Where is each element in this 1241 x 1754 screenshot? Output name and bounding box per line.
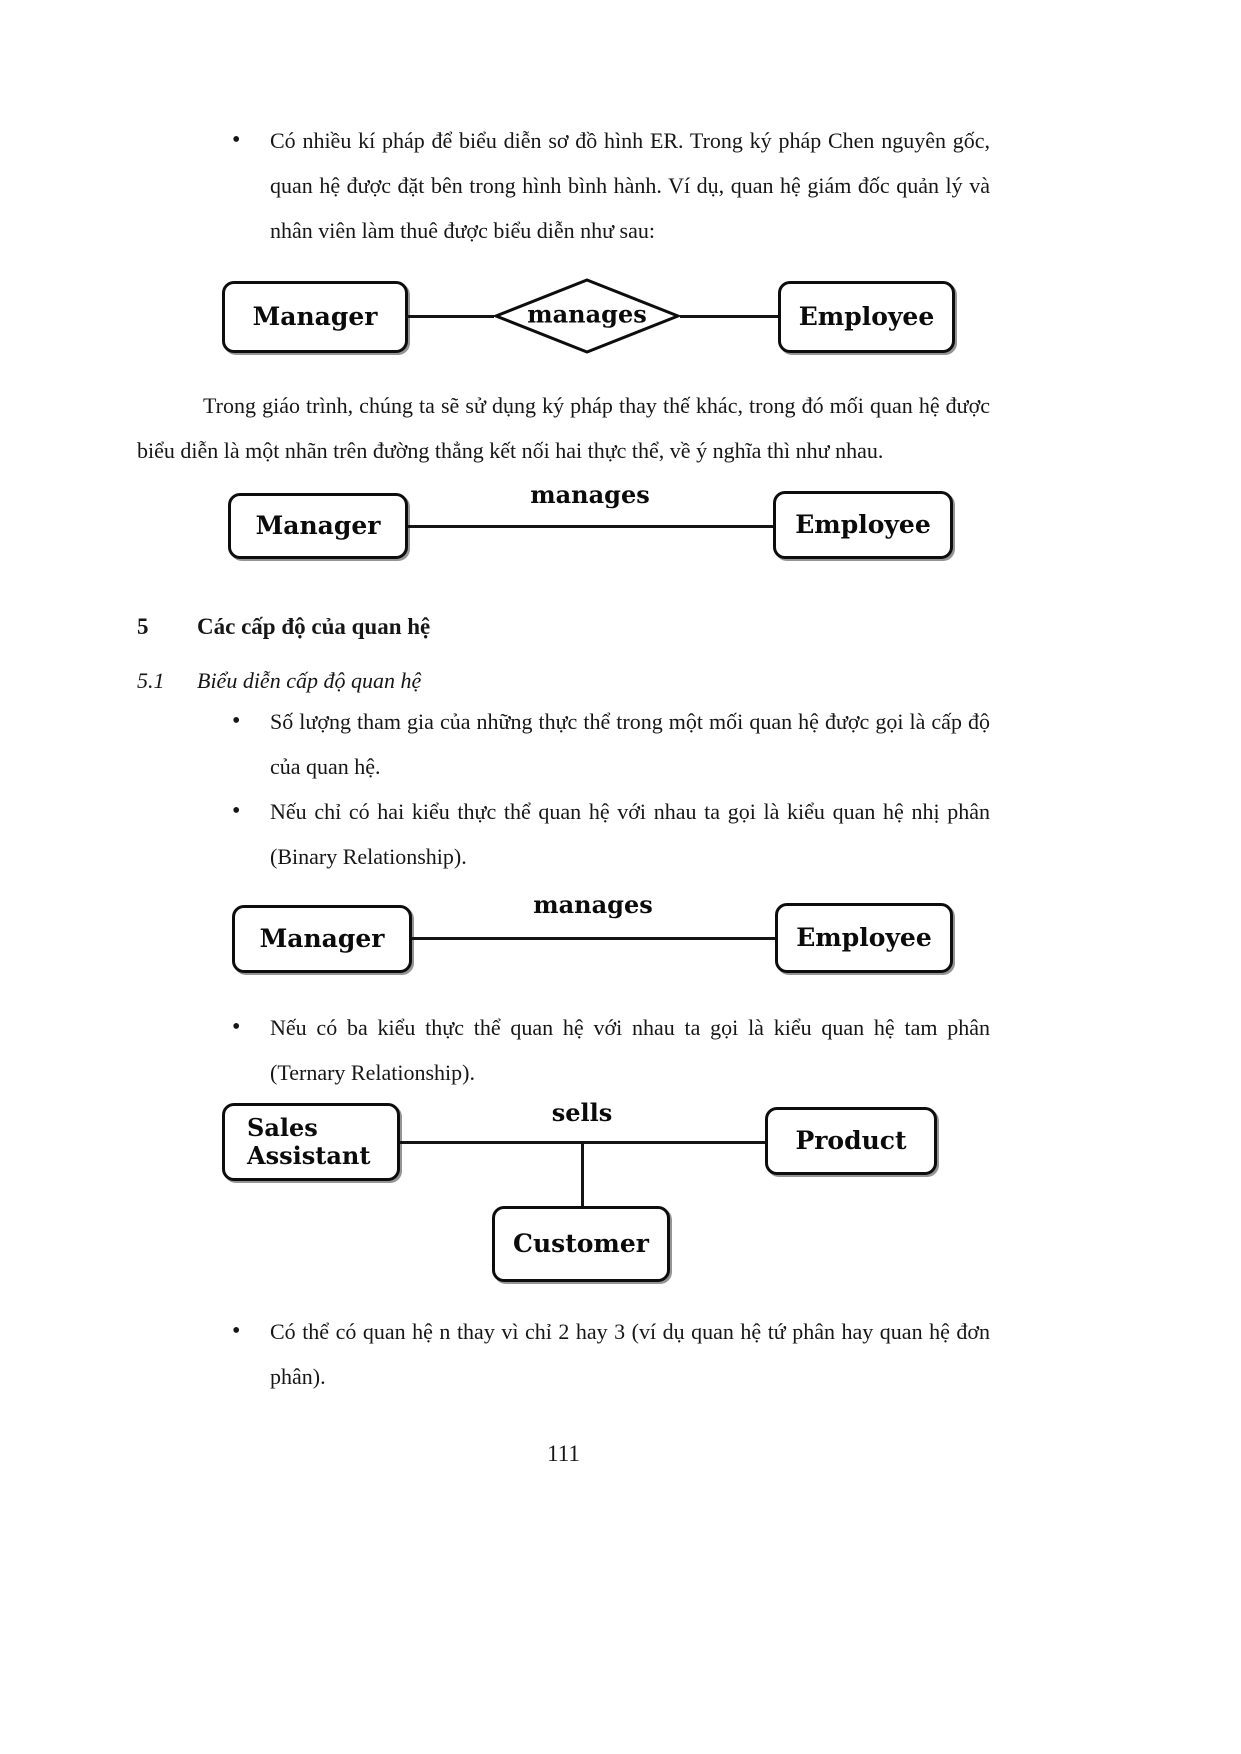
- connector-line: [412, 937, 775, 940]
- entity-box-employee: [778, 281, 955, 353]
- bullet-text: Nếu chỉ có hai kiểu thực thể quan hệ với nhau ta gọi là kiểu quan hệ nhị phân (Binary Relationship).: [270, 799, 990, 869]
- bullet-marker: •: [232, 1318, 241, 1344]
- section-number: 5: [137, 614, 149, 639]
- entity-label-line2: Assistant: [247, 1141, 371, 1170]
- entity-label: Employee: [795, 509, 931, 539]
- section-heading: [137, 611, 990, 643]
- entity-box-manager: [222, 281, 408, 353]
- bullet-text: Nếu có ba kiểu thực thể quan hệ với nhau ta gọi là kiểu quan hệ tam phân (Ternary Relationship).: [270, 1015, 990, 1085]
- bullet-marker: •: [232, 798, 241, 824]
- bullet-marker: •: [232, 708, 241, 734]
- subsection-title: Biểu diễn cấp độ quan hệ: [197, 668, 422, 693]
- entity-label: Manager: [252, 301, 378, 331]
- entity-label: Product: [795, 1125, 907, 1155]
- entity-label: Manager: [255, 510, 381, 540]
- relationship-label: manages: [530, 480, 650, 509]
- entity-box-employee: [775, 903, 953, 973]
- entity-box-manager: [228, 493, 408, 559]
- subsection-heading: [137, 665, 990, 697]
- diagram-line-notation-1: [137, 481, 990, 565]
- entity-box-sales-assistant: [222, 1103, 400, 1181]
- bullet-item-ternary-relationship: [137, 1005, 990, 1095]
- bullet-text: Có nhiều kí pháp để biểu diễn sơ đồ hình ER. Trong ký pháp Chen nguyên gốc, quan hệ được đặt bên trong hình bình hành. Ví dụ, quan hệ giám đốc quản lý và nhân viên làm thuê được biểu diễn như sau:: [270, 128, 990, 243]
- bullet-marker: •: [232, 127, 241, 153]
- relationship-diamond: [492, 277, 682, 355]
- entity-box-product: [765, 1107, 937, 1175]
- bullet-item-chen-notation: [137, 118, 990, 253]
- entity-box-customer: [492, 1206, 670, 1282]
- entity-label: Manager: [259, 923, 385, 953]
- diagram-ternary-relationship: [137, 1097, 990, 1293]
- bullet-item-degree-definition: [137, 699, 990, 789]
- entity-label-line1: Sales: [247, 1113, 318, 1143]
- bullet-text: Có thể có quan hệ n thay vì chỉ 2 hay 3 (ví dụ quan hệ tứ phân hay quan hệ đơn phân).: [270, 1319, 990, 1389]
- diagram-binary-relationship: [137, 889, 990, 981]
- entity-box-manager: [232, 905, 412, 973]
- connector-line-vertical: [581, 1144, 584, 1206]
- relationship-label: sells: [551, 1098, 613, 1127]
- connector-line: [408, 525, 773, 528]
- relationship-label: manages: [533, 890, 653, 919]
- bullet-item-n-ary-relationship: [137, 1309, 990, 1399]
- relationship-label: manages: [527, 299, 647, 329]
- entity-label: Employee: [798, 301, 935, 331]
- entity-label: Customer: [513, 1228, 649, 1258]
- entity-box-employee: [773, 491, 953, 559]
- page-number: 111: [547, 1441, 580, 1466]
- connector-line: [680, 315, 778, 318]
- bullet-text: Số lượng tham gia của những thực thể trong một mối quan hệ được gọi là cấp độ của quan hệ.: [270, 709, 990, 779]
- section-title: Các cấp độ của quan hệ: [197, 614, 431, 639]
- diagram-chen-notation: [137, 275, 990, 361]
- connector-line: [406, 315, 494, 318]
- paragraph-alternative-notation: Trong giáo trình, chúng ta sẽ sử dụng ký pháp thay thế khác, trong đó mối quan hệ được biểu diễn là một nhãn trên đường thẳng kết nối hai thực thể, về ý nghĩa thì như nhau.: [137, 393, 990, 463]
- entity-label: Employee: [796, 922, 932, 952]
- bullet-item-binary-relationship: [137, 789, 990, 879]
- subsection-number: 5.1: [137, 668, 165, 693]
- bullet-marker: •: [232, 1014, 241, 1040]
